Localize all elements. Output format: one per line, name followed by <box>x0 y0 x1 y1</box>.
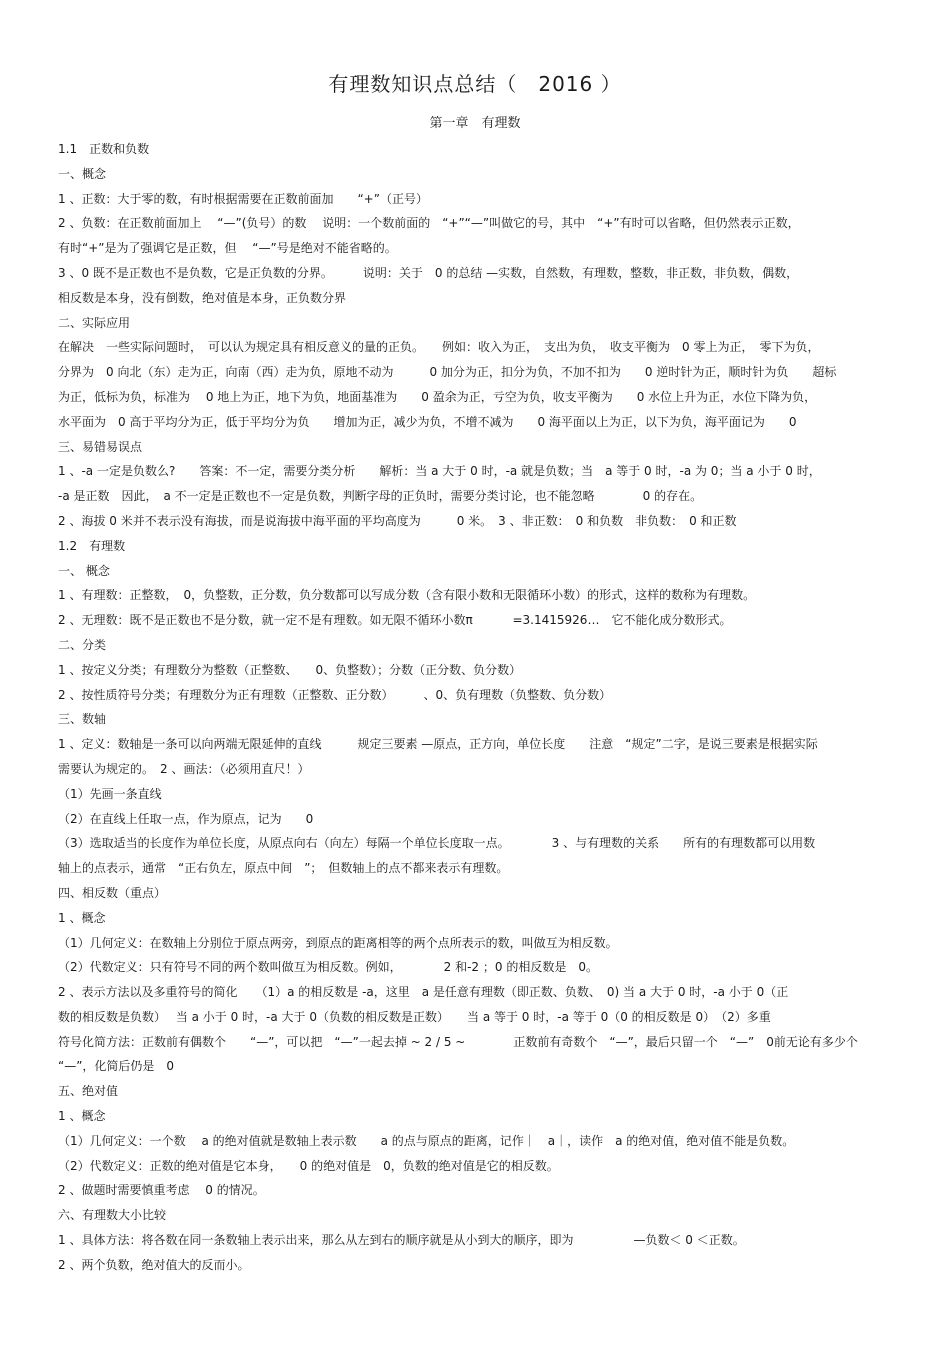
text-line: 2 、表示方法以及多重符号的简化 （1）a 的相反数是 -a，这里 a 是任意有理数（即正数、负数、 0) 当 a 大于 0 时，-a 小于 0（正 <box>58 985 789 1000</box>
text-line: 三、数轴 <box>58 712 107 727</box>
text-line: 1 、具体方法：将各数在同一条数轴上表示出来，那么从左到右的顺序就是从小到大的顺序，即为 —负数＜ 0 ＜正数。 <box>58 1233 745 1248</box>
text-line: 数的相反数是负数） 当 a 小于 0 时，-a 大于 0（负数的相反数是正数） 当 a 等于 0 时，-a 等于 0（0 的相反数是 0） （2）多重 <box>58 1009 771 1024</box>
text-line: 五、绝对值 <box>58 1084 119 1099</box>
text-line: 1 、概念 <box>58 910 106 925</box>
text-line: 1 、-a 一定是负数么? 答案：不一定，需要分类分析 解析：当 a 大于 0 时，-a 就是负数；当 a 等于 0 时，-a 为 0；当 a 小于 0 时， <box>58 464 821 479</box>
text-line: 1 、正数：大于零的数，有时根据需要在正数前面加 “+”（正号） <box>58 191 428 206</box>
text-line: （1）几何定义：一个数 a 的绝对值就是数轴上表示数 a 的点与原点的距离，记作｜ a｜，读作 a 的绝对值，绝对值不能是负数。 <box>58 1133 795 1148</box>
text-line: 六、有理数大小比较 <box>58 1208 167 1223</box>
document-body <box>58 137 898 1278</box>
text-line: 1 、定义：数轴是一条可以向两端无限延伸的直线 规定三要素 —原点，正方向，单位长度 注意 “规定”二字，是说三要素是根据实际 <box>58 737 818 752</box>
text-line: 相反数是本身，没有倒数，绝对值是本身，正负数分界 <box>58 290 347 305</box>
text-line: 需要认为规定的。 2 、画法：（必须用直尺！） <box>58 761 310 776</box>
text-line: -a 是正数 因此， a 不一定是正数也不一定是负数，判断字母的正负时，需要分类讨论，也不能忽略 0 的存在。 <box>58 489 703 504</box>
text-line: 分界为 0 向北（东）走为正，向南（西）走为负，原地不动为 0 加分为正，扣分为负，不加不扣为 0 逆时针为正，顺时针为负 超标 <box>58 365 837 380</box>
text-line: 1 、有理数：正整数， 0，负整数，正分数，负分数都可以写成分数（含有限小数和无限循环小数）的形式，这样的数称为有理数。 <box>58 588 756 603</box>
text-line: 2 、负数：在正数前面加上 “—”(负号）的数 说明：一个数前面的 “+”“—”叫做它的号，其中 “+”有时可以省略，但仍然表示正数， <box>58 216 800 231</box>
text-line: 二、分类 <box>58 637 107 652</box>
text-line: （1）几何定义：在数轴上分别位于原点两旁，到原点的距离相等的两个点所表示的数，叫做互为相反数。 <box>58 935 618 950</box>
text-line: （3）选取适当的长度作为单位长度，从原点向右（向左）每隔一个单位长度取一点。 3 、与有理数的关系 所有的有理数都可以用数 <box>58 836 816 851</box>
text-line: 3 、0 既不是正数也不是负数，它是正负数的分界。 说明：关于 0 的总结 —实数，自然数，有理数，整数，非正数，非负数，偶数， <box>58 265 799 280</box>
text-line: 轴上的点表示，通常 “正右负左，原点中间 ”； 但数轴上的点不都来表示有理数。 <box>58 861 509 876</box>
text-line: 2 、两个负数，绝对值大的反而小。 <box>58 1257 250 1272</box>
text-line: 2 、按性质符号分类；有理数分为正有理数（正整数、正分数） 、0、负有理数（负整数、负分数） <box>58 687 612 702</box>
text-line: 一、 概念 <box>58 563 110 578</box>
text-line: 一、概念 <box>58 166 107 181</box>
text-line: 二、实际应用 <box>58 315 131 330</box>
text-line: 三、易错易误点 <box>58 439 143 454</box>
text-line: 2 、海拔 0 米并不表示没有海拔，而是说海拔中海平面的平均高度为 0 米。 3 、非正数： 0 和负数 非负数： 0 和正数 <box>58 513 737 528</box>
text-line: 2 、无理数：既不是正数也不是分数，就一定不是有理数。如无限不循环小数π =3.1415926… 它不能化成分数形式。 <box>58 613 732 628</box>
text-line: 在解决 一些实际问题时， 可以认为规定具有相反意义的量的正负。 例如：收入为正， 支出为负， 收支平衡为 0 零上为正， 零下为负， <box>58 340 820 355</box>
text-line: 有时“+”是为了强调它是正数，但 “—”号是绝对不能省略的。 <box>58 241 397 256</box>
text-line: 四、相反数（重点） <box>58 885 167 900</box>
text-line: 1.2 有理数 <box>58 538 126 553</box>
text-line: （2）代数定义：正数的绝对值是它本身， 0 的绝对值是 0，负数的绝对值是它的相反数。 <box>58 1158 559 1173</box>
page-title: 有理数知识点总结（ 2016 ） <box>328 72 622 96</box>
text-line: 2 、做题时需要慎重考虑 0 的情况。 <box>58 1183 265 1198</box>
text-line: 为正，低标为负，标准为 0 地上为正，地下为负，地面基准为 0 盈余为正，亏空为负，收支平衡为 0 水位上升为正，水位下降为负， <box>58 389 817 404</box>
text-line: （1）先画一条直线 <box>58 786 162 801</box>
text-line: 1.1 正数和负数 <box>58 142 150 156</box>
text-line: 1 、概念 <box>58 1109 106 1124</box>
text-line: “—”，化简后仍是 0 <box>58 1059 175 1074</box>
text-line: （2）代数定义：只有符号不同的两个数叫做互为相反数。例如， 2 和-2 ；0 的相反数是 0。 <box>58 960 598 975</box>
chapter-heading: 第一章 有理数 <box>429 116 521 131</box>
text-line: （2）在直线上任取一点，作为原点，记为 0 <box>58 811 314 826</box>
text-line: 水平面为 0 高于平均分为正，低于平均分为负 增加为正，减少为负，不增不减为 0 海平面以上为正，以下为负，海平面记为 0 <box>58 414 797 429</box>
text-line: 1 、按定义分类；有理数分为整数（正整数、 0、负整数）；分数（正分数、负分数） <box>58 662 522 677</box>
text-line: 符号化简方法：正数前有偶数个 “—”，可以把 “—”一起去掉 ~ 2 / 5 ~ 正数前有奇数个 “—”，最后只留一个 “—” 0前无论有多少个 <box>58 1034 858 1049</box>
